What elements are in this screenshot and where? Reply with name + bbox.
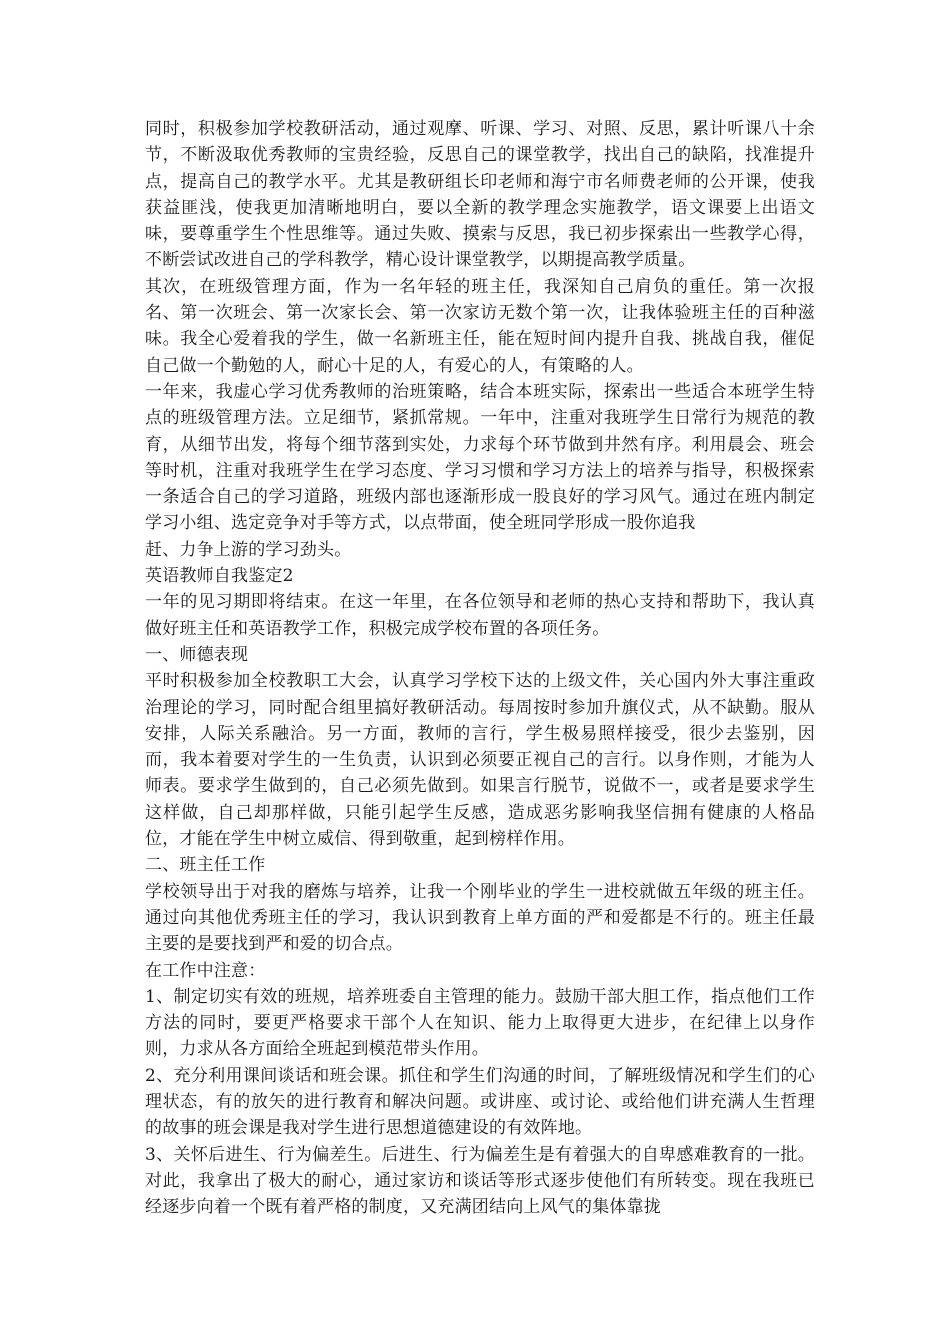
section-title: 英语教师自我鉴定2	[145, 566, 294, 587]
heading-attention: 在工作中注意：	[145, 960, 266, 981]
list-item-3: 3、关怀后进生、行为偏差生。后进生、行为偏差生是有着强大的自卑感难教育的一批。对此，我拿出了极大的耐心，通过家访和谈话等形式逐步使他们有所转变。现在我班已经逐步向着一个既有着严格的制度，又充满团结向上风气的集体靠拢	[145, 1144, 815, 1218]
paragraph-class-strategy: 一年来，我虚心学习优秀教师的治班策略，结合本班实际，探索出一些适合本班学生特点的班级管理方法。立足细节，紧抓常规。一年中，注重对我班学生日常行为规范的教育，从细节出发，将每个细节落到实处，力求每个环节做到井然有序。利用晨会、班会等时机，注重对我班学生在学习态度、学习习惯和学习方法上的培养与指导，积极探索一条适合自己的学习道路，班级内部也逐渐形成一股良好的学习风气。通过在班内制定学习小组、选定竞争对手等方式，以点带面，使全班同学形成一股你追我	[145, 381, 815, 534]
heading-ethics: 一、师德表现	[145, 644, 249, 665]
paragraph-ethics: 平时积极参加全校教职工大会，认真学习学校下达的上级文件，关心国内外大事注重政治理论的学习，同时配合组里搞好教研活动。每周按时参加升旗仪式，从不缺勤。服从安排，人际关系融洽。另一方面，教师的言行，学生极易照样接受，很少去鉴别，因而，我本着要对学生的一生负责，认识到必须要正视自己的言行。以身作则，才能为人师表。要求学生做到的，自己必须先做到。如果言行脱节，说做不一，或者是要求学生这样做，自己却那样做，只能引起学生反感，造成恶劣影响我坚信拥有健康的人格品位，才能在学生中树立威信、得到敬重，起到榜样作用。	[145, 671, 815, 850]
paragraph-intro: 一年的见习期即将结束。在这一年里，在各位领导和老师的热心支持和帮助下，我认真做好班主任和英语教学工作，积极完成学校布置的各项任务。	[145, 592, 815, 639]
paragraph-class-management: 其次，在班级管理方面，作为一名年轻的班主任，我深知自己肩负的重任。第一次报名、第一次班会、第一次家长会、第一次家访无数个第一次，让我体验班主任的百种滋味。我全心爱着我的学生，做一名新班主任，能在短时间内提升自我、挑战自我，催促自己做一个勤勉的人，耐心十足的人，有爱心的人，有策略的人。	[145, 276, 815, 376]
paragraph-teaching-research: 同时，积极参加学校教研活动，通过观摩、听课、学习、对照、反思，累计听课八十余节，不断汲取优秀教师的宝贵经验，反思自己的课堂教学，找出自己的缺陷，找准提升点，提高自己的教学水平。尤其是教研组长印老师和海宁市名师费老师的公开课，使我获益匪浅，使我更加清晰地明白，要以全新的教学理念实施教学，语文课要上出语文味，要尊重学生个性思维等。通过失败、摸索与反思，我已初步探索出一些教学心得，不断尝试改进自己的学科教学，精心设计课堂教学，以期提高教学质量。	[145, 119, 815, 271]
paragraph-head-teacher: 学校领导出于对我的磨炼与培养，让我一个刚毕业的学生一进校就做五年级的班主任。通过向其他优秀班主任的学习，我认识到教育上单方面的严和爱都是不行的。班主任最主要的是要找到严和爱的切合点。	[145, 881, 815, 955]
paragraph-continuation: 赶、力争上游的学习劲头。	[145, 539, 352, 560]
document-body	[145, 116, 815, 1220]
list-item-1: 1、制定切实有效的班规，培养班委自主管理的能力。鼓励干部大胆工作，指点他们工作方法的同时，要更严格要求干部个人在知识、能力上取得更大进步，在纪律上以身作则，力求从各方面给全班起到模范带头作用。	[145, 986, 815, 1060]
list-item-2: 2、充分利用课间谈话和班会课。抓住和学生们沟通的时间，了解班级情况和学生们的心理状态，有的放矢的进行教育和解决问题。或讲座、或讨论、或给他们讲充满人生哲理的故事的班会课是我对学生进行思想道德建设的有效阵地。	[145, 1065, 815, 1139]
heading-head-teacher: 二、班主任工作	[145, 855, 266, 876]
